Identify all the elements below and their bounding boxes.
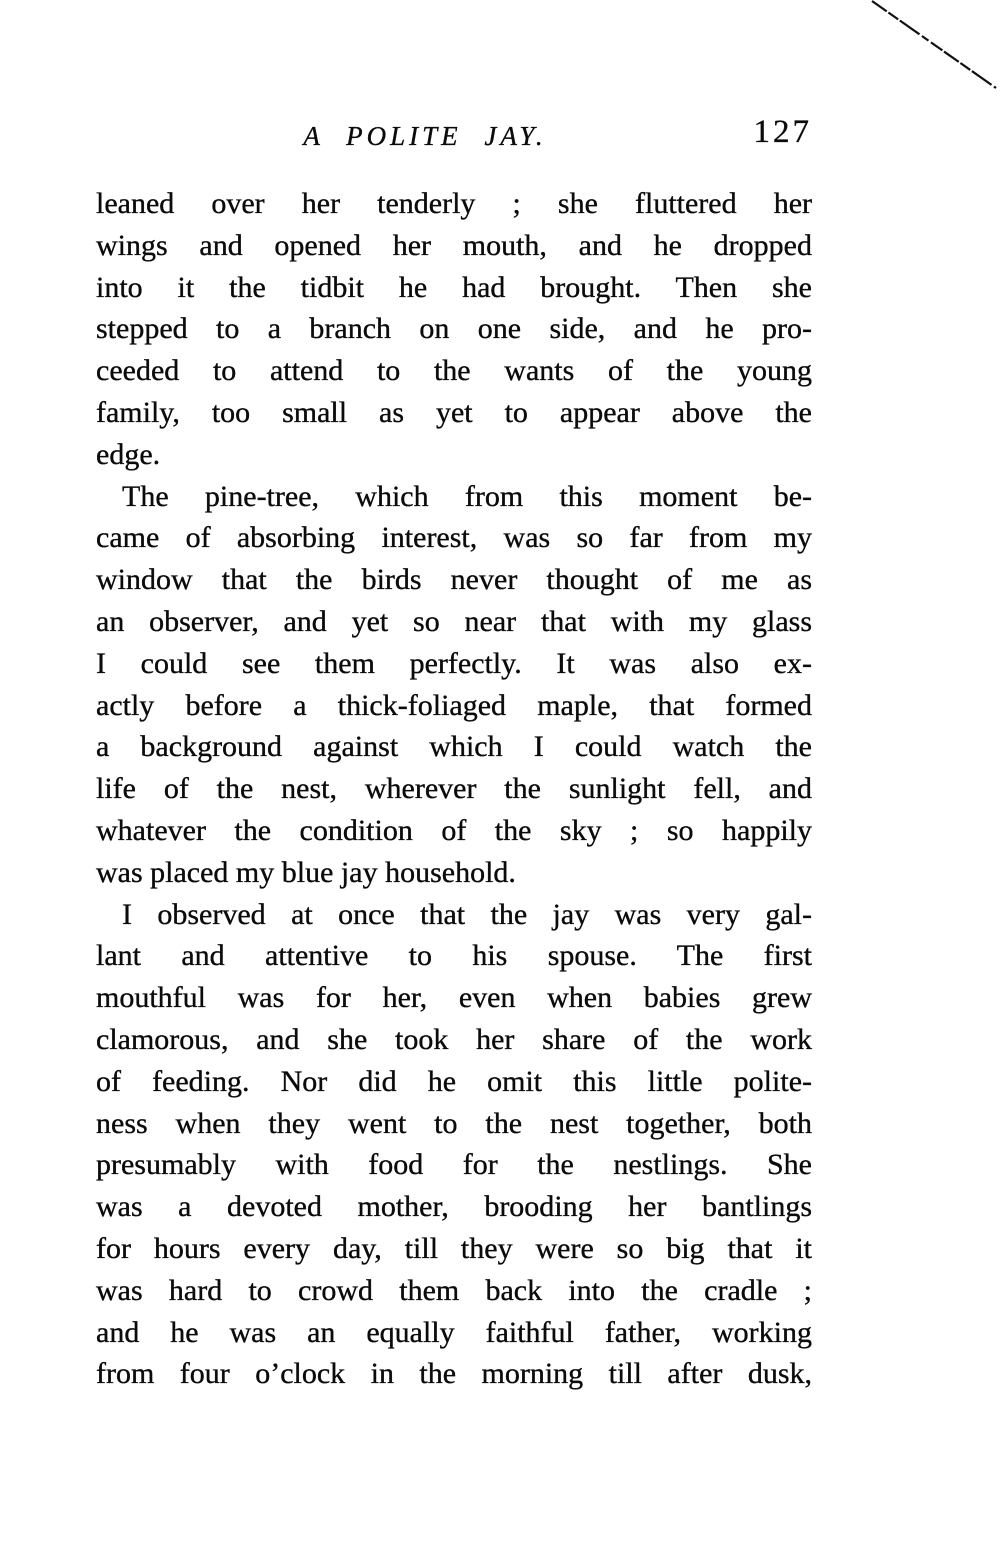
page-number: 127 — [753, 114, 812, 150]
page-header — [96, 114, 812, 160]
text-line: a background against which I could watch the — [96, 730, 812, 764]
text-line: mouthful was for her, even when babies grew — [96, 981, 812, 1015]
text-line: whatever the condition of the sky ; so happily — [96, 813, 812, 847]
text-line: wings and opened her mouth, and he dropped — [96, 228, 812, 262]
text-line: from four o’clock in the morning till after dusk, — [96, 1357, 812, 1391]
text-line: I observed at once that the jay was very gal- — [122, 897, 812, 931]
text-line: lant and attentive to his spouse. The first — [96, 939, 812, 973]
text-line: edge. — [96, 437, 161, 471]
page-body — [96, 183, 812, 1395]
scan-crease-artifact — [868, 0, 1000, 96]
text-line: and he was an equally faithful father, working — [96, 1315, 812, 1349]
text-line: ness when they went to the nest together, both — [96, 1106, 812, 1140]
text-line: stepped to a branch on one side, and he pro- — [96, 312, 812, 346]
text-line: came of absorbing interest, was so far from my — [96, 521, 812, 555]
text-line: family, too small as yet to appear above the — [96, 395, 812, 429]
text-line: ceeded to attend to the wants of the young — [96, 354, 812, 388]
text-line: window that the birds never thought of me as — [96, 563, 812, 597]
text-line: actly before a thick-foliaged maple, that formed — [96, 688, 812, 722]
text-line: an observer, and yet so near that with my glass — [96, 604, 812, 638]
text-line: life of the nest, wherever the sunlight fell, and — [96, 772, 812, 806]
text-line: into it the tidbit he had brought. Then she — [96, 270, 812, 304]
paragraph — [96, 183, 812, 476]
text-line: was placed my blue jay household. — [96, 855, 516, 889]
text-line: presumably with food for the nestlings. She — [96, 1148, 812, 1182]
text-line: The pine-tree, which from this moment be- — [122, 479, 812, 513]
paragraph — [96, 894, 812, 1396]
text-line: clamorous, and she took her share of the work — [96, 1022, 812, 1056]
text-line: for hours every day, till they were so big that it — [96, 1231, 812, 1265]
text-line: was a devoted mother, brooding her bantlings — [96, 1190, 812, 1224]
paragraph — [96, 476, 812, 894]
text-line: of feeding. Nor did he omit this little polite- — [96, 1064, 812, 1098]
text-line: leaned over her tenderly ; she fluttered her — [96, 187, 812, 220]
running-title: A POLITE JAY. — [303, 121, 547, 151]
text-line: was hard to crowd them back into the cradle ; — [96, 1273, 812, 1307]
text-line: I could see them perfectly. It was also ex- — [96, 646, 812, 680]
